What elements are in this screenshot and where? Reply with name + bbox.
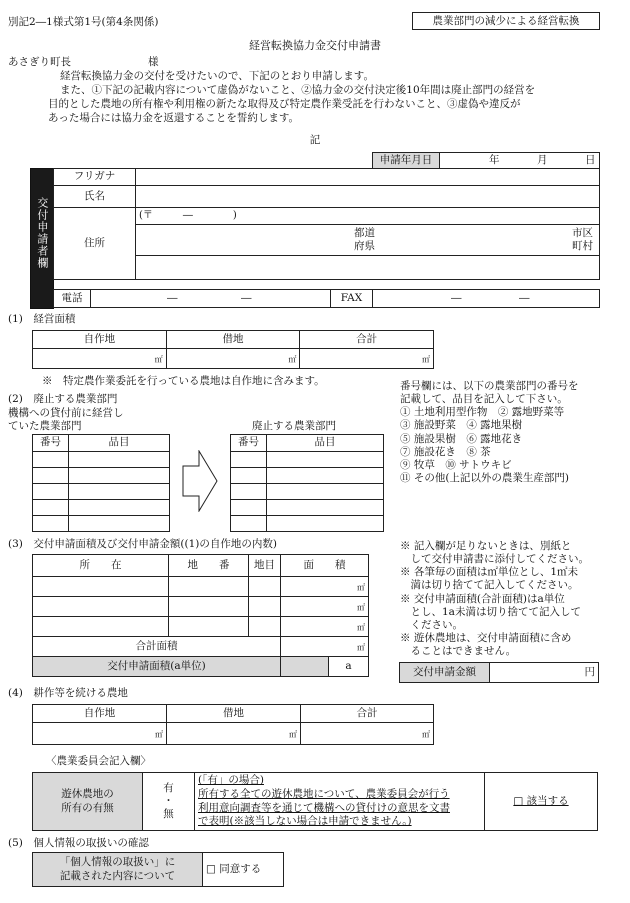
sec4-table bbox=[32, 704, 434, 745]
date-label: 申請年月日 bbox=[372, 152, 440, 169]
col-no: 番号 bbox=[33, 435, 69, 452]
applicant-table bbox=[53, 168, 600, 280]
address-line-2[interactable] bbox=[136, 256, 600, 280]
phone-input[interactable] bbox=[91, 290, 331, 308]
table-cell[interactable] bbox=[33, 500, 69, 516]
applicable-checkbox[interactable]: □ 該当する bbox=[485, 773, 598, 831]
sec2-left-table bbox=[32, 434, 170, 532]
category-item: ⑨ 牧草 ⑩ サトウキビ bbox=[400, 458, 512, 471]
sec4-own-input[interactable]: ㎡ bbox=[33, 723, 167, 745]
table-cell[interactable] bbox=[33, 452, 69, 468]
col-category: 地目 bbox=[249, 555, 281, 577]
sec2-right-table bbox=[230, 434, 384, 532]
table-cell[interactable] bbox=[33, 577, 169, 597]
table-cell[interactable] bbox=[69, 516, 170, 532]
col-item: 品目 bbox=[69, 435, 170, 452]
apply-area-input[interactable] bbox=[281, 657, 329, 677]
committee-table bbox=[32, 772, 598, 831]
table-cell[interactable] bbox=[69, 484, 170, 500]
table-cell[interactable] bbox=[33, 597, 169, 617]
intro-line-2: また、①下記の記載内容について虚偽がないこと、②協力金の交付決定後10年間は廃止部門の経営を bbox=[60, 84, 536, 96]
phone-label: 電話 bbox=[54, 290, 91, 308]
sec2-left-caption-1: 機構への貸付前に経営し bbox=[8, 407, 124, 419]
committee-title: 〈農業委員会記入欄〉 bbox=[46, 755, 151, 767]
area-cell[interactable]: ㎡ bbox=[281, 617, 369, 637]
table-cell[interactable] bbox=[249, 617, 281, 637]
table-cell[interactable] bbox=[169, 597, 249, 617]
col-lot: 地 番 bbox=[169, 555, 249, 577]
category-item: ③ 施設野菜 ④ 露地果樹 bbox=[400, 419, 523, 432]
sec4-own-header: 自作地 bbox=[33, 705, 167, 723]
category-item: ⑪ その他(上記以外の農業生産部門) bbox=[400, 471, 570, 484]
dash: ― bbox=[241, 292, 252, 304]
sec1-total-input[interactable]: ㎡ bbox=[300, 349, 434, 369]
col-area: 面 積 bbox=[281, 555, 369, 577]
sec3-title: (3) 交付申請面積及び交付申請金額((1)の自作地の内数) bbox=[8, 538, 277, 550]
month-label: 月 bbox=[537, 154, 548, 166]
sec1-own-input[interactable]: ㎡ bbox=[33, 349, 167, 369]
table-cell[interactable] bbox=[33, 516, 69, 532]
fax-input[interactable] bbox=[373, 290, 600, 308]
shiku-2: 町村 bbox=[572, 240, 593, 252]
table-cell[interactable] bbox=[267, 452, 384, 468]
table-cell[interactable] bbox=[33, 484, 69, 500]
sec4-lease-input[interactable]: ㎡ bbox=[167, 723, 301, 745]
table-cell[interactable] bbox=[231, 452, 267, 468]
table-cell[interactable] bbox=[33, 617, 169, 637]
table-cell[interactable] bbox=[267, 500, 384, 516]
table-cell[interactable] bbox=[249, 597, 281, 617]
yes-no-choice[interactable]: 有 ・ 無 bbox=[143, 773, 195, 831]
sec4-total-input[interactable]: ㎡ bbox=[301, 723, 434, 745]
category-box: 農業部門の減少による経営転換 bbox=[412, 12, 600, 30]
col-no: 番号 bbox=[231, 435, 267, 452]
table-cell[interactable] bbox=[231, 516, 267, 532]
area-cell[interactable]: ㎡ bbox=[281, 597, 369, 617]
dash: ― bbox=[519, 292, 530, 304]
sec3-table bbox=[32, 554, 369, 677]
name-label: 氏名 bbox=[54, 186, 136, 208]
arrow-right-icon bbox=[182, 450, 218, 512]
table-cell[interactable] bbox=[249, 577, 281, 597]
sec4-lease-header: 借地 bbox=[167, 705, 301, 723]
shiku-1: 市区 bbox=[572, 227, 593, 239]
sec1-total-header: 合計 bbox=[300, 331, 434, 349]
apply-area-label: 交付申請面積(a単位) bbox=[33, 657, 281, 677]
area-cell[interactable]: ㎡ bbox=[281, 577, 369, 597]
category-item: ⑤ 施設果樹 ⑥ 露地花き bbox=[400, 432, 523, 445]
intro-line-3: 目的とした農地の所有権や利用権の新たな取得及び特定農作業受託を行わないこと、③虚偽や違反が bbox=[48, 98, 521, 110]
form-number: 別記2―1様式第1号(第4条関係) bbox=[8, 16, 159, 28]
sec3-notes: ※ 記入欄が足りないときは、別紙と して交付申請書に添付してください。 ※ 各筆毎の面積は㎡単位とし、1㎡未 満は切り捨てて記入してください。 ※ 交付申請面積(合計面積)はa単位 とし、1a未満は切り捨てて記入して ください。 ※ 遊休農地は、交付申請面積に含め ることはできません。 bbox=[400, 540, 589, 657]
sec1-own-header: 自作地 bbox=[33, 331, 167, 349]
sec2-right-caption: 廃止する農業部門 bbox=[252, 420, 336, 432]
sec5-table bbox=[32, 852, 284, 887]
name-input[interactable] bbox=[136, 186, 600, 208]
committee-description: (「有」の場合) 所有する全ての遊休農地について、農業委員会が行う 利用意向調査等を通じて機構への貸付けの意思を文書 で表明(※該当しない場合は申請できません。) bbox=[195, 773, 485, 831]
table-cell[interactable] bbox=[267, 468, 384, 484]
applicant-side-label: 交付申請者欄 bbox=[30, 168, 54, 309]
postal-input[interactable]: (〒 ― ) bbox=[136, 208, 600, 225]
phone-row bbox=[53, 289, 600, 308]
category-item: ⑦ 施設花き ⑧ 茶 bbox=[400, 445, 491, 458]
unit-a: a bbox=[329, 657, 369, 677]
address-label: 住所 bbox=[54, 208, 136, 280]
table-cell[interactable] bbox=[69, 468, 170, 484]
furigana-label: フリガナ bbox=[54, 169, 136, 186]
amount-input[interactable]: 円 bbox=[490, 663, 599, 683]
table-cell[interactable] bbox=[267, 484, 384, 500]
sec4-title: (4) 耕作等を続ける農地 bbox=[8, 687, 128, 699]
sec1-table bbox=[32, 330, 434, 369]
table-cell[interactable] bbox=[267, 516, 384, 532]
todofuken-1: 都道 bbox=[354, 227, 375, 239]
date-field[interactable] bbox=[439, 152, 600, 169]
idle-land-label: 遊休農地の 所有の有無 bbox=[33, 773, 143, 831]
sec1-lease-header: 借地 bbox=[166, 331, 300, 349]
dash: ― bbox=[167, 292, 178, 304]
table-cell[interactable] bbox=[231, 468, 267, 484]
year-label: 年 bbox=[489, 154, 500, 166]
sec2-guide: 番号欄には、以下の農業部門の番号を 記載して、品目を記入して下さい。 ① 土地利用型作物 ② 露地野菜等 ③ 施設野菜 ④ 露地果樹 ⑤ 施設果樹 ⑥ 露地花き ⑦ 施設花き ⑧ 茶 ⑨ 牧草 ⑩ サトウキビ ⑪ その他(上記以外の農業生産部門) bbox=[400, 380, 625, 485]
day-label: 日 bbox=[585, 154, 596, 166]
addressee: あさぎり町長 bbox=[8, 56, 71, 68]
total-area-input[interactable]: ㎡ bbox=[281, 637, 369, 657]
total-area-label: 合計面積 bbox=[33, 637, 281, 657]
table-cell[interactable] bbox=[231, 484, 267, 500]
page-title: 経営転換協力金交付申請書 bbox=[249, 39, 381, 52]
table-cell[interactable] bbox=[169, 577, 249, 597]
agree-checkbox[interactable]: □ 同意する bbox=[203, 853, 284, 887]
intro-line-1: 経営転換協力金の交付を受けたいので、下記のとおり申請します。 bbox=[60, 70, 374, 82]
amount-table bbox=[399, 662, 599, 683]
sec2-title: (2) 廃止する農業部門 bbox=[8, 393, 118, 405]
furigana-input[interactable] bbox=[136, 169, 600, 186]
fax-label: FAX bbox=[331, 290, 373, 308]
sec4-total-header: 合計 bbox=[301, 705, 434, 723]
sec1-lease-input[interactable]: ㎡ bbox=[166, 349, 300, 369]
table-cell[interactable] bbox=[69, 500, 170, 516]
todofuken-2: 府県 bbox=[354, 240, 375, 252]
sec1-title: (1) 経営面積 bbox=[8, 313, 76, 325]
intro-line-4: あった場合には協力金を返還することを誓約します。 bbox=[48, 112, 300, 124]
col-location: 所 在 bbox=[33, 555, 169, 577]
sec5-title: (5) 個人情報の取扱いの確認 bbox=[8, 837, 149, 849]
sec1-note: ※ 特定農作業委託を行っている農地は自作地に含みます。 bbox=[42, 375, 325, 387]
category-item: ① 土地利用型作物 ② 露地野菜等 bbox=[400, 406, 565, 419]
table-cell[interactable] bbox=[169, 617, 249, 637]
amount-label: 交付申請金額 bbox=[400, 663, 490, 683]
sec2-left-caption-2: ていた農業部門 bbox=[8, 420, 82, 432]
dash: ― bbox=[451, 292, 462, 304]
ki-label: 記 bbox=[309, 134, 321, 146]
address-input[interactable] bbox=[136, 225, 600, 256]
col-item: 品目 bbox=[267, 435, 384, 452]
honorific: 様 bbox=[148, 56, 159, 68]
privacy-label: 「個人情報の取扱い」に 記載された内容について bbox=[33, 853, 203, 887]
table-cell[interactable] bbox=[33, 468, 69, 484]
table-cell[interactable] bbox=[231, 500, 267, 516]
table-cell[interactable] bbox=[69, 452, 170, 468]
